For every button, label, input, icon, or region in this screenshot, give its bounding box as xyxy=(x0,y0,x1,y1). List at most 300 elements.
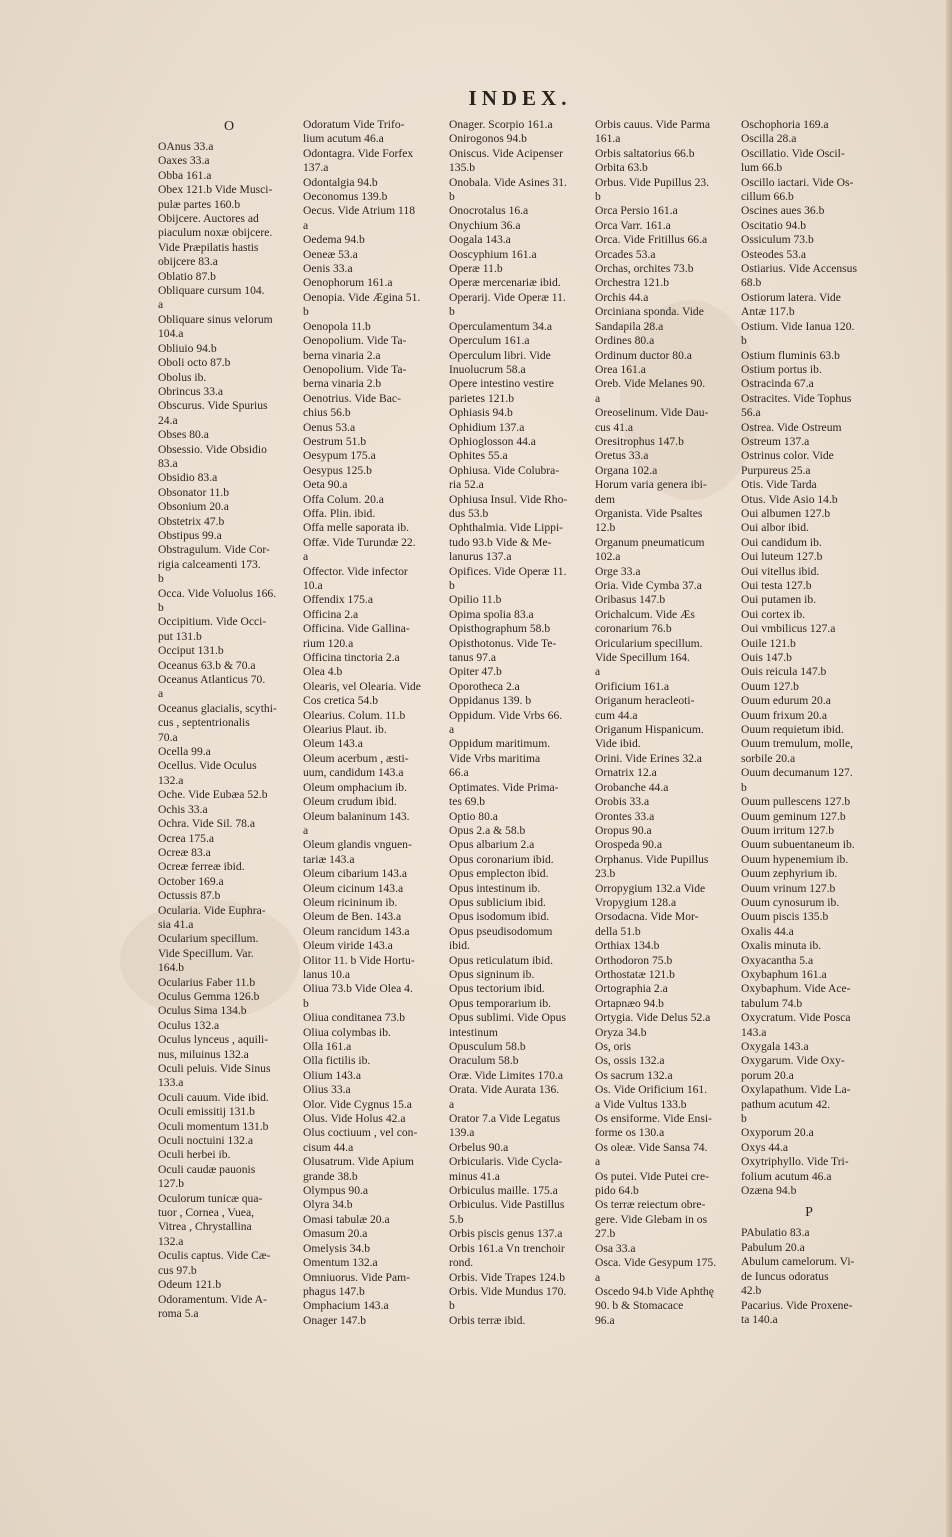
index-entry: Oui putamen ib. xyxy=(741,593,817,607)
index-entry: Onirogonos 94.b xyxy=(449,132,527,146)
index-entry: Oesypum 175.a xyxy=(303,449,376,463)
index-entry: ibid. xyxy=(449,939,470,953)
index-entry: Officina tinctoria 2.a xyxy=(303,651,400,665)
index-entry: Olius 33.a xyxy=(303,1083,351,1097)
index-entry: Oenotrius. Vide Bac- xyxy=(303,391,401,405)
index-entry: Oculi herbei ib. xyxy=(158,1148,231,1162)
index-entry: Oraculum 58.b xyxy=(449,1054,519,1068)
index-entry: Oeta 90.a xyxy=(303,478,348,492)
index-entry: Ostiorum latera. Vide xyxy=(741,290,841,304)
index-entry: roma 5.a xyxy=(158,1306,199,1320)
index-entry: Olympus 90.a xyxy=(303,1184,369,1198)
index-entry: Olium 143.a xyxy=(303,1068,361,1082)
index-entry: Oleum glandis vnguen- xyxy=(303,838,412,852)
index-entry: Opus isodomum ibid. xyxy=(449,910,550,924)
index-entry: Oleum balaninum 143. xyxy=(303,809,410,823)
index-entry: Os ensiforme. Vide Ensi- xyxy=(595,1112,712,1126)
index-entry: cus 97.b xyxy=(158,1263,197,1277)
index-entry: Orropygium 132.a Vide xyxy=(595,881,706,895)
index-entry: ta 140.a xyxy=(741,1312,778,1326)
index-entry: Oxytriphyllo. Vide Tri- xyxy=(741,1155,849,1169)
index-entry: Opus albarium 2.a xyxy=(449,838,535,852)
index-entry: Opus tectorium ibid. xyxy=(449,982,545,996)
index-entry: a Vide Vultus 133.b xyxy=(595,1097,687,1111)
index-entry: a xyxy=(158,687,164,701)
index-entry: Orbis saltatorius 66.b xyxy=(595,146,695,160)
index-entry: Olea 4.b xyxy=(303,665,343,679)
index-entry: Os sacrum 132.a xyxy=(595,1068,673,1082)
index-entry: Octussis 87.b xyxy=(158,889,221,903)
index-entry: b xyxy=(158,572,164,586)
index-entry: Operarij. Vide Operæ 11. xyxy=(449,290,566,304)
index-entry: Oceanus glacialis, scythi- xyxy=(158,701,277,715)
index-entry: Ophiusa. Vide Colubra- xyxy=(449,463,560,477)
index-entry: Opima spolia 83.a xyxy=(449,607,534,621)
index-entry: Opus pseudisodomum xyxy=(449,924,553,938)
index-entry: Ocreæ ferreæ ibid. xyxy=(158,860,245,874)
index-entry: Oscedo 94.b Vide Aphthę xyxy=(595,1284,714,1298)
index-entry: Omasi tabulæ 20.a xyxy=(303,1212,390,1226)
index-entry: Sandapila 28.a xyxy=(595,319,664,333)
index-entry: Orbelus 90.a xyxy=(449,1140,509,1154)
index-entry: Officina 2.a xyxy=(303,607,359,621)
index-entry: Oenopolium. Vide Ta- xyxy=(303,334,407,348)
page-header: INDEX. xyxy=(468,86,572,110)
page-edge xyxy=(946,0,952,1537)
index-entry: Orospeda 90.a xyxy=(595,838,662,852)
index-entry: put 131.b xyxy=(158,629,202,643)
index-entry: Ostracinda 67.a xyxy=(741,377,814,391)
index-entry: Oenus 53.a xyxy=(303,420,356,434)
index-entry: Orge 33.a xyxy=(595,564,641,578)
index-entry: Oecus. Vide Atrium 118 xyxy=(303,204,416,218)
index-entry: tanus 97.a xyxy=(449,651,497,665)
index-entry: Orificium 161.a xyxy=(595,679,670,693)
index-entry: uum, candidum 143.a xyxy=(303,766,404,780)
index-entry: Olla fictilis ib. xyxy=(303,1054,371,1068)
index-entry: Vropygium 128.a xyxy=(595,895,677,909)
index-entry: Opusculum 58.b xyxy=(449,1040,526,1053)
index-entry: Optio 80.a xyxy=(449,809,498,823)
index-entry: Antæ 117.b xyxy=(741,305,795,319)
index-entry: Orichalcum. Vide Æs xyxy=(595,607,695,621)
index-entry: Oui vmbilicus 127.a xyxy=(741,622,836,636)
index-entry: Ophidium 137.a xyxy=(449,420,525,434)
index-entry: Olla 161.a xyxy=(303,1040,352,1053)
index-entry: Obliuio 94.b xyxy=(158,341,217,355)
index-entry: 143.a xyxy=(741,1025,767,1039)
index-entry: Oedema 94.b xyxy=(303,233,365,247)
index-entry: Ostium portus ib. xyxy=(741,362,822,376)
index-entry: Oleum omphacium ib. xyxy=(303,780,408,794)
index-entry: Oculorum tunicæ qua- xyxy=(158,1191,263,1205)
index-entry: Oxybaphum 161.a xyxy=(741,967,827,981)
index-entry: Oculi momentum 131.b xyxy=(158,1119,269,1133)
index-entry: Organista. Vide Psaltes xyxy=(595,506,703,520)
index-entry: Ortygia. Vide Delus 52.a xyxy=(595,1011,711,1025)
index-entry: Oria. Vide Cymba 37.a xyxy=(595,579,702,592)
index-entry: 66.a xyxy=(449,766,469,780)
index-entry: Opus intestinum ib. xyxy=(449,881,541,895)
index-entry: a xyxy=(449,1097,455,1111)
index-entry: lanus 10.a xyxy=(303,967,351,981)
index-entry: parietes 121.b xyxy=(449,391,515,405)
index-entry: Oesypus 125.b xyxy=(303,463,372,477)
index-entry: piaculum noxæ obijcere. xyxy=(158,226,273,240)
index-entry: Purpureus 25.a xyxy=(741,463,811,477)
index-entry: Obsidio 83.a xyxy=(158,471,218,485)
index-entry: Ouum piscis 135.b xyxy=(741,910,829,924)
index-entry: Oresitrophus 147.b xyxy=(595,434,684,448)
index-entry: b xyxy=(449,305,455,319)
index-entry: Vitrea , Chrystallina xyxy=(158,1220,252,1234)
index-entry: Ocella 99.a xyxy=(158,745,211,759)
index-entry: Ostrinus color. Vide xyxy=(741,449,834,463)
index-entry: porum 20.a xyxy=(741,1068,794,1082)
index-entry: Oxalis 44.a xyxy=(741,924,794,938)
index-entry: Ocellus. Vide Oculus xyxy=(158,759,257,773)
index-entry: Vide Præpilatis hastis xyxy=(158,240,259,254)
index-entry: Oscillatio. Vide Oscil- xyxy=(741,146,845,160)
index-entry: Oscitatio 94.b xyxy=(741,218,807,232)
index-entry: cum 44.a xyxy=(595,708,638,722)
index-entry: rond. xyxy=(449,1256,474,1270)
index-entry: Vide Specillum 164. xyxy=(595,651,690,665)
index-entry: Obstragulum. Vide Cor- xyxy=(158,543,270,557)
index-entry: Olyra 34.b xyxy=(303,1198,353,1212)
index-column-4 xyxy=(595,118,737,1328)
index-entry: Oaxes 33.a xyxy=(158,154,210,168)
index-entry: Oliua conditanea 73.b xyxy=(303,1011,406,1025)
index-entry: de Iuncus odoratus xyxy=(741,1269,829,1283)
index-entry: Orbita 63.b xyxy=(595,161,648,175)
index-entry: Orobis 33.a xyxy=(595,795,650,809)
index-entry: Oui albor ibid. xyxy=(741,521,809,535)
index-entry: Orbis. Vide Mundus 170. xyxy=(449,1284,567,1298)
index-entry: Vide Specillum. Var. xyxy=(158,946,254,960)
index-entry: Oceanus 63.b & 70.a xyxy=(158,658,256,672)
index-entry: Olusatrum. Vide Apium xyxy=(303,1155,414,1169)
index-entry: Opus sublimi. Vide Opus xyxy=(449,1011,566,1025)
index-entry: Onychium 36.a xyxy=(449,218,521,232)
index-entry: Oppidum. Vide Vrbs 66. xyxy=(449,708,563,722)
index-entry: Orca. Vide Fritillus 66.a xyxy=(595,233,708,247)
index-entry: Origanum heracleoti- xyxy=(595,694,695,708)
index-entry: Osa 33.a xyxy=(595,1241,636,1255)
index-entry: Oculus Sima 134.b xyxy=(158,1004,247,1018)
index-entry: a xyxy=(595,1155,601,1169)
index-entry: Orchestra 121.b xyxy=(595,276,670,290)
index-column-3 xyxy=(449,118,591,1328)
index-entry: forme os 130.a xyxy=(595,1126,665,1140)
index-entry: Orea 161.a xyxy=(595,362,646,376)
index-entry: Os, oris xyxy=(595,1040,632,1053)
index-entry: a xyxy=(595,1270,601,1284)
index-entry: Ouum pullescens 127.b xyxy=(741,795,851,809)
index-entry: Orobanche 44.a xyxy=(595,780,669,794)
index-entry: tes 69.b xyxy=(449,795,486,809)
index-entry: Inuolucrum 58.a xyxy=(449,362,526,376)
index-entry: Oxycratum. Vide Posca xyxy=(741,1011,851,1025)
index-entry: Oleum viride 143.a xyxy=(303,939,393,953)
index-entry: Pacarius. Vide Proxene- xyxy=(741,1298,853,1312)
index-entry: Offa. Plin. ibid. xyxy=(303,506,376,520)
index-entry: b xyxy=(741,780,747,794)
index-entry: b xyxy=(158,601,164,614)
index-entry: 12.b xyxy=(595,521,616,535)
index-entry: Obolus ib. xyxy=(158,370,207,384)
index-entry: Officina. Vide Gallina- xyxy=(303,622,410,636)
index-entry: Ouis reicula 147.b xyxy=(741,665,827,679)
index-entry: Ouum edurum 20.a xyxy=(741,694,831,708)
index-entry: Operculum 161.a xyxy=(449,334,530,348)
index-entry: Oeneæ 53.a xyxy=(303,247,358,261)
index-entry: Orbis piscis genus 137.a xyxy=(449,1227,563,1241)
index-entry: Offa melle saporata ib. xyxy=(303,521,410,535)
index-entry: Optimates. Vide Prima- xyxy=(449,780,559,794)
index-entry: 68.b xyxy=(741,276,762,290)
index-entry: sorbile 20.a xyxy=(741,751,796,765)
index-entry: rium 120.a xyxy=(303,636,354,650)
index-entry: Orbiculus. Vide Pastillus xyxy=(449,1198,565,1212)
index-column-1 xyxy=(158,118,300,1321)
index-entry: Ouum 127.b xyxy=(741,679,799,693)
index-entry: Ortapnæo 94.b xyxy=(595,996,664,1010)
index-entry: Oxygala 143.a xyxy=(741,1040,809,1053)
index-entry: della 51.b xyxy=(595,924,641,938)
index-entry: Oxyacantha 5.a xyxy=(741,953,814,967)
index-entry: 83.a xyxy=(158,456,178,470)
index-entry: Ostrea. Vide Ostreum xyxy=(741,420,842,434)
index-entry: Oculi caudæ pauonis xyxy=(158,1162,256,1176)
index-entry: Orbis terræ ibid. xyxy=(449,1313,526,1327)
index-entry: Offendix 175.a xyxy=(303,593,373,607)
index-entry: a xyxy=(449,723,455,737)
index-entry: 127.b xyxy=(158,1177,185,1191)
index-entry: Orca Varr. 161.a xyxy=(595,218,671,232)
index-entry: a xyxy=(595,665,601,679)
index-entry: Ouum tremulum, molle, xyxy=(741,737,854,751)
index-entry: Organa 102.a xyxy=(595,463,658,477)
index-entry: 132.a xyxy=(158,1234,184,1248)
index-entry: Orbicularis. Vide Cycla- xyxy=(449,1155,563,1169)
index-entry: berna vinaria 2.a xyxy=(303,348,381,362)
index-entry: Omphacium 143.a xyxy=(303,1299,389,1313)
index-entry: Ophthalmia. Vide Lippi- xyxy=(449,521,564,535)
index-entry: Ostiarius. Vide Accensus xyxy=(741,262,857,276)
index-entry: Offæ. Vide Turundæ 22. xyxy=(303,535,416,549)
index-entry: Os putei. Vide Putei cre- xyxy=(595,1169,710,1183)
index-entry: Ouum vrinum 127.b xyxy=(741,881,836,895)
index-entry: Oceanus Atlanticus 70. xyxy=(158,673,266,687)
index-entry: Ornatrix 12.a xyxy=(595,766,657,780)
index-entry: a xyxy=(303,218,309,232)
index-entry: Ouum zephyrium ib. xyxy=(741,867,838,881)
index-entry: Oreb. Vide Melanes 90. xyxy=(595,377,706,391)
index-entry: Operæ mercenariæ ibid. xyxy=(449,276,561,290)
index-entry: 24.a xyxy=(158,413,178,427)
index-entry: Obstetrix 47.b xyxy=(158,514,225,528)
index-entry: Oculi peluis. Vide Sinus xyxy=(158,1062,271,1075)
index-entry: lium acutum 46.a xyxy=(303,132,384,146)
index-entry: Ouum subuentaneum ib. xyxy=(741,838,855,852)
index-entry: Opus coronarium ibid. xyxy=(449,852,554,866)
index-entry: tabulum 74.b xyxy=(741,996,803,1010)
index-entry: b xyxy=(449,579,455,592)
index-entry: Ossiculum 73.b xyxy=(741,233,814,247)
index-entry: Orthodoron 75.b xyxy=(595,953,673,967)
index-entry: Ouile 121.b xyxy=(741,636,796,650)
index-entry: phagus 147.b xyxy=(303,1284,365,1298)
index-entry: October 169.a xyxy=(158,874,224,888)
index-entry: Vide ibid. xyxy=(595,737,641,751)
index-entry: Odoramentum. Vide A- xyxy=(158,1292,267,1306)
index-entry: Omentum 132.a xyxy=(303,1256,378,1270)
index-entry: Onobala. Vide Asines 31. xyxy=(449,175,567,189)
index-entry: Otis. Vide Tarda xyxy=(741,478,817,492)
index-entry: Oliua colymbas ib. xyxy=(303,1025,391,1039)
index-entry: Orthostatæ 121.b xyxy=(595,967,675,981)
index-entry: Obijcere. Auctores ad xyxy=(158,212,259,226)
index-entry: Occiput 131.b xyxy=(158,644,224,658)
index-entry: 42.b xyxy=(741,1284,762,1298)
index-entry: Ouum irritum 127.b xyxy=(741,823,835,837)
index-entry: 132.a xyxy=(158,773,184,787)
index-entry: Opus 2.a & 58.b xyxy=(449,823,526,837)
index-entry: coronarium 76.b xyxy=(595,622,672,636)
index-entry: Orciniana sponda. Vide xyxy=(595,305,704,319)
index-entry: nus, miluinus 132.a xyxy=(158,1047,249,1061)
index-entry: pulæ partes 160.b xyxy=(158,197,241,211)
index-entry: Onocrotalus 16.a xyxy=(449,204,529,218)
index-entry: Oxalis minuta ib. xyxy=(741,939,822,953)
index-entry: b xyxy=(303,305,309,319)
index-entry: Ouis 147.b xyxy=(741,651,792,665)
index-entry: Ocularia. Vide Euphra- xyxy=(158,903,266,917)
index-entry: Obses 80.a xyxy=(158,428,209,442)
index-entry: PAbulatio 83.a xyxy=(741,1226,810,1240)
index-entry: Ochra. Vide Sil. 78.a xyxy=(158,817,255,831)
index-entry: Origanum Hispanicum. xyxy=(595,723,704,737)
index-entry: Ortographia 2.a xyxy=(595,982,668,996)
index-entry: Ouum cynosurum ib. xyxy=(741,895,840,909)
index-entry: Oui vitellus ibid. xyxy=(741,564,820,578)
index-entry: Oculi cauum. Vide ibid. xyxy=(158,1090,269,1104)
index-entry: Ozæna 94.b xyxy=(741,1184,797,1198)
index-entry: Omniuorus. Vide Pam- xyxy=(303,1270,410,1284)
index-entry: Oropus 90.a xyxy=(595,823,652,837)
index-entry: Oleum cicinum 143.a xyxy=(303,881,404,895)
index-entry: Oenopola 11.b xyxy=(303,319,371,333)
index-entry: Oliua 73.b Vide Olea 4. xyxy=(303,982,413,996)
index-entry: Ocularius Faber 11.b xyxy=(158,975,256,989)
index-entry: Omelysis 34.b xyxy=(303,1241,370,1255)
index-entry: Oenopolium. Vide Ta- xyxy=(303,362,407,376)
index-entry: 139.a xyxy=(449,1126,475,1140)
index-entry: Offector. Vide infector xyxy=(303,564,408,578)
index-entry: Ouum geminum 127.b xyxy=(741,809,846,823)
index-entry: Obliquare sinus velorum xyxy=(158,312,273,326)
index-entry: Oretus 33.a xyxy=(595,449,649,463)
index-entry: b xyxy=(741,334,747,348)
index-entry: chius 56.b xyxy=(303,406,351,420)
index-entry: Otus. Vide Asio 14.b xyxy=(741,492,838,506)
index-entry: Oscillo iactari. Vide Os- xyxy=(741,175,854,189)
index-entry: Obba 161.a xyxy=(158,168,212,182)
index-entry: Odontagra. Vide Forfex xyxy=(303,146,414,160)
index-entry: Abulum camelorum. Vi- xyxy=(741,1255,855,1269)
index-entry: b xyxy=(449,1299,455,1313)
index-entry: Oculus lynceus , aquili- xyxy=(158,1033,269,1047)
index-entry: 10.a xyxy=(303,579,323,592)
index-entry: Ordines 80.a xyxy=(595,334,655,348)
index-entry: Ocrea 175.a xyxy=(158,831,215,845)
index-entry: Olitor 11. b Vide Hortu- xyxy=(303,953,415,967)
index-entry: Olus. Vide Holus 42.a xyxy=(303,1112,406,1126)
index-entry: Oniscus. Vide Acipenser xyxy=(449,146,564,160)
index-entry: Occa. Vide Voluolus 166. xyxy=(158,586,277,600)
index-entry: Ophites 55.a xyxy=(449,449,508,463)
index-entry: Orbis. Vide Trapes 124.b xyxy=(449,1270,565,1284)
index-entry: OAnus 33.a xyxy=(158,140,214,153)
index-entry: cisum 44.a xyxy=(303,1140,354,1154)
index-entry: Os terræ reiectum obre- xyxy=(595,1198,706,1212)
index-entry: 104.a xyxy=(158,327,184,341)
index-entry: Oppidum maritimum. xyxy=(449,737,551,751)
index-entry: Offa Colum. 20.a xyxy=(303,492,384,506)
index-entry: 135.b xyxy=(449,161,476,175)
index-entry: minus 41.a xyxy=(449,1169,500,1183)
index-entry: Obsonator 11.b xyxy=(158,485,230,499)
index-entry: 161.a xyxy=(595,132,621,146)
index-entry: Oxys 44.a xyxy=(741,1140,789,1154)
index-entry: 27.b xyxy=(595,1227,616,1241)
index-entry: Oleum 143.a xyxy=(303,737,363,751)
index-entry: Odoratum Vide Trifo- xyxy=(303,118,405,131)
index-entry: sia 41.a xyxy=(158,917,194,931)
index-entry: Olor. Vide Cygnus 15.a xyxy=(303,1097,412,1111)
section-letter: P xyxy=(805,1205,813,1221)
index-entry: dus 53.b xyxy=(449,506,489,520)
index-entry: dem xyxy=(595,492,615,506)
index-entry: Ophiusa Insul. Vide Rho- xyxy=(449,492,568,506)
index-entry: Omasum 20.a xyxy=(303,1227,368,1241)
index-entry: Obrincus 33.a xyxy=(158,384,224,398)
index-entry: Ocreæ 83.a xyxy=(158,845,211,859)
index-entry: Orbis 161.a Vn trenchoir xyxy=(449,1241,565,1255)
index-column-5 xyxy=(741,118,877,1327)
index-entry: Onager 147.b xyxy=(303,1313,367,1327)
index-entry: 56.a xyxy=(741,406,761,420)
index-entry: Ordinum ductor 80.a xyxy=(595,348,692,362)
index-entry: Ooscyphium 161.a xyxy=(449,247,537,261)
index-entry: Ostium fluminis 63.b xyxy=(741,348,840,362)
index-entry: Oschophoria 169.a xyxy=(741,118,829,131)
index-entry: Orata. Vide Aurata 136. xyxy=(449,1083,560,1097)
index-entry: Oræ. Vide Limites 170.a xyxy=(449,1068,564,1082)
index-entry: berna vinaria 2.b xyxy=(303,377,382,391)
index-entry: Oui candidum ib. xyxy=(741,535,822,549)
index-entry: Os. Vide Orificium 161. xyxy=(595,1083,708,1097)
index-entry: Ouum requietum ibid. xyxy=(741,723,844,737)
index-entry: Orcades 53.a xyxy=(595,247,656,261)
index-column-2 xyxy=(303,118,445,1328)
index-entry: Olearius. Colum. 11.b xyxy=(303,708,406,722)
index-entry: Orthiax 134.b xyxy=(595,939,660,953)
index-entry: Opus emplecton ibid. xyxy=(449,867,549,881)
index-entry: Horum varia genera ibi- xyxy=(595,478,707,492)
index-entry: Odeum 121.b xyxy=(158,1278,222,1292)
